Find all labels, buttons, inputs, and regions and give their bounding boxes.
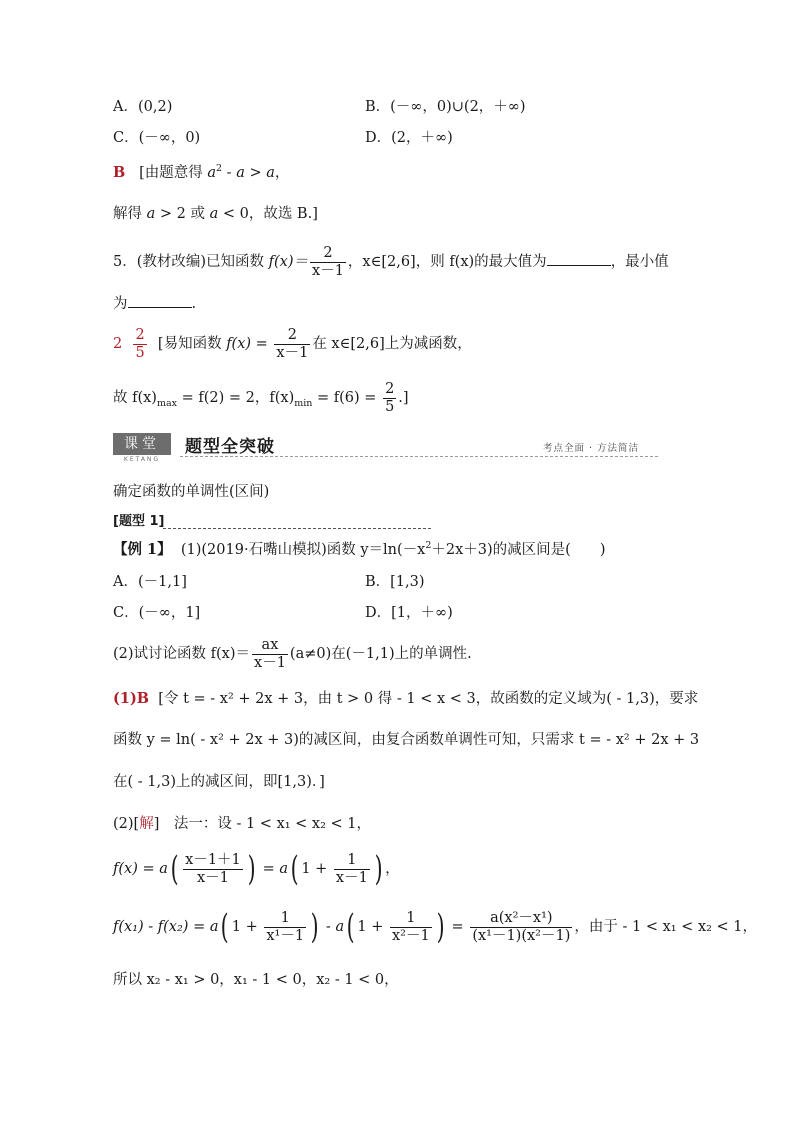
q5-solution-line2: 故 $f(x)_{max} = f(2) = 2$，$f(x)_{min} = f(6)$ = $\frac{2}{5}$ .] (113, 380, 409, 415)
q4-solution-line2: 解得 a > 2 或 a < 0，故选 B.] (113, 206, 318, 222)
q5-solution-line1: 2 $\frac{2}{5}$ [易知函数 f(x) = $\frac{2}{x-1}$ 在 x∈[2,6]上为减函数， (113, 326, 472, 361)
answer-letter: B (113, 164, 126, 181)
example1-part2: (2)试讨论函数 f(x)＝ $\frac{ax}{x-1}$ (a≠0)在(－1,1)上的单调性. (113, 636, 472, 671)
question-type-divider (163, 528, 431, 529)
example1-option-c: C．(－∞，1] (113, 605, 201, 621)
section-banner-title: 题型全突破 (185, 437, 275, 457)
option-d: D．(2，＋∞) (365, 130, 453, 146)
example1-option-d: D．[1，＋∞) (365, 605, 453, 621)
solution2-equation2: f(x₁) - f(x₂) = a( 1 + $\frac{1}{\text{x¹－1}}$ ) - a( 1 + $\frac{1}{\text{x²－1}}$ ) = $\frac{\text{a(x²－x¹)}}{\text{(x¹－1)(x²－1)}}$ ，由于 - 1 < x₁ < x₂ < 1， (113, 907, 758, 947)
section-heading: 确定函数的单调性(区间) (113, 484, 270, 500)
answer-blank-max[interactable] (547, 251, 611, 266)
example-label: 【例 1】 (113, 541, 172, 558)
answer-max: 2 (113, 336, 123, 352)
solution2-equation1: f(x) = a( $\frac{x-1+1}{x-1}$ ) = a( 1 + $\frac{1}{x-1}$ ) ， (113, 849, 400, 889)
solution1-label: (1)B (113, 690, 150, 707)
answer-blank-min[interactable] (128, 293, 192, 308)
option-b: B．(－∞，0)∪(2，＋∞) (365, 99, 526, 115)
question-type-label: [题型 1] (113, 514, 165, 529)
solution1-line3: 在( - 1,3)上的减区间，即[1,3)．] (113, 774, 325, 790)
section-banner-tagline: 考点全面 · 方法简洁 (543, 443, 640, 454)
ketang-badge: 课堂 (113, 433, 171, 455)
q5-stem: 5．(教材改编)已知函数 f(x)＝ $\frac{2}{x-1}$ ，x∈[2,6]，则 f(x)的最大值为 ，最小值 (113, 244, 669, 279)
solution1-line2: 函数 y = ln( - x² + 2x + 3)的减区间，由复合函数单调性可知，只需求 t = - x² + 2x + 3 (113, 732, 700, 748)
solution2-last-line: 所以 x₂ - x₁ > 0，x₁ - 1 < 0，x₂ - 1 < 0， (113, 972, 399, 988)
q4-solution-line1: B [由题意得 $a^2 - a > a$， (113, 163, 290, 181)
example1-option-a: A．(－1,1] (113, 574, 187, 590)
example1-stem: 【例 1】 (1)(2019·石嘴山模拟)函数 $y=\ln(-x^2+2x+3)$的减区间是( ) (113, 540, 606, 558)
option-c: C．(－∞，0) (113, 130, 201, 146)
answer-min-fraction: $\frac{2}{5}$ (135, 326, 145, 361)
q5-stem-line2: 为 . (113, 293, 196, 314)
solution1-line1: (1)B [令 t = - x² + 2x + 3，由 t > 0 得 - 1 < x < 3，故函数的定义域为( - 1,3)，要求 (113, 690, 699, 707)
banner-divider (180, 456, 658, 457)
q5-fraction: $\frac{2}{x-1}$ (312, 244, 344, 279)
solution2-heading: (2)[解] 法一：设 - 1 < x₁ < x₂ < 1， (113, 816, 372, 832)
ketang-badge-subtitle: KETANG (123, 456, 161, 463)
example1-option-b: B．[1,3) (365, 574, 425, 590)
option-a: A．(0,2) (113, 99, 173, 115)
